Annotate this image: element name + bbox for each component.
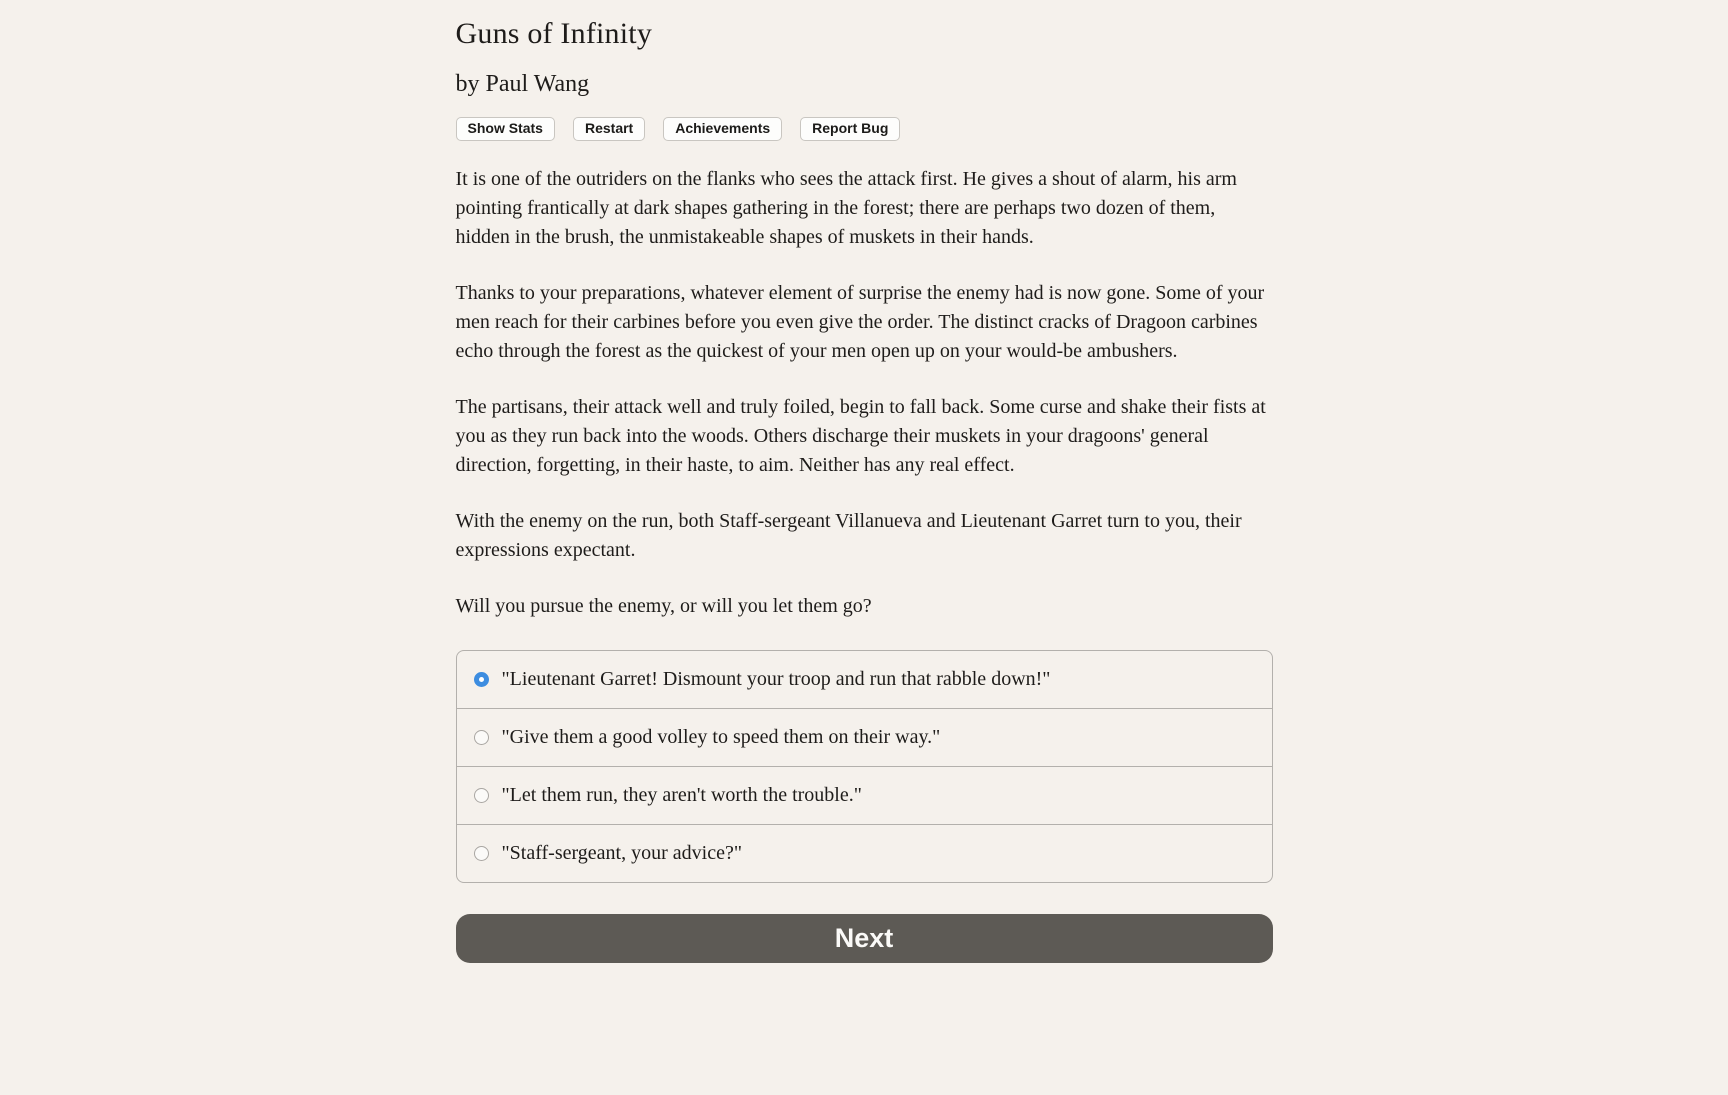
story-paragraph: The partisans, their attack well and truly foiled, begin to fall back. Some curse and shake their fists at you as they run back into the woods. Others discharge their muskets in your dragoons' general direction, forgetting, in their haste, to aim. Neither has any real effect. — [455, 395, 1266, 476]
show-stats-button[interactable]: Show Stats — [456, 117, 555, 140]
story-paragraph: Thanks to your preparations, whatever element of surprise the enemy had is now gone. Some of your men reach for their carbines before you even give the order. The distinct cracks of Dragoon carbines echo through the forest as the quickest of your men open up on your would-be ambushers. — [455, 281, 1265, 362]
choice-option-label: "Staff-sergeant, your advice?" — [501, 841, 742, 864]
story-text — [456, 165, 1273, 621]
restart-button[interactable]: Restart — [573, 117, 645, 140]
report-bug-button[interactable]: Report Bug — [800, 117, 900, 140]
choice-option-label: "Lieutenant Garret! Dismount your troop and run that rabble down!" — [501, 667, 1051, 690]
choice-list — [456, 650, 1273, 883]
game-title: Guns of Infinity — [455, 17, 653, 50]
game-page — [456, 15, 1273, 1023]
radio-button-icon[interactable] — [474, 846, 489, 861]
story-paragraph: It is one of the outriders on the flanks who sees the attack first. He gives a shout of alarm, his arm pointing frantically at dark shapes gathering in the forest; there are perhaps two dozen of them, hidden in the brush, the unmistakeable shapes of muskets in their hands. — [455, 167, 1237, 248]
achievements-button[interactable]: Achievements — [663, 117, 782, 140]
choice-option-label: "Let them run, they aren't worth the trouble." — [501, 783, 862, 806]
game-author: by Paul Wang — [455, 70, 590, 97]
next-button[interactable]: Next — [456, 914, 1273, 963]
toolbar — [456, 117, 1273, 140]
choice-option[interactable] — [457, 824, 1272, 882]
choice-option[interactable] — [457, 708, 1272, 766]
radio-button-icon[interactable] — [474, 672, 489, 687]
choice-option-label: "Give them a good volley to speed them on their way." — [501, 725, 941, 748]
radio-button-icon[interactable] — [474, 730, 489, 745]
choice-option[interactable] — [457, 651, 1272, 708]
story-paragraph: With the enemy on the run, both Staff-sergeant Villanueva and Lieutenant Garret turn to you, their expressions expectant. — [455, 509, 1242, 561]
radio-button-icon[interactable] — [474, 788, 489, 803]
choice-option[interactable] — [457, 766, 1272, 824]
story-question: Will you pursue the enemy, or will you let them go? — [455, 594, 872, 617]
